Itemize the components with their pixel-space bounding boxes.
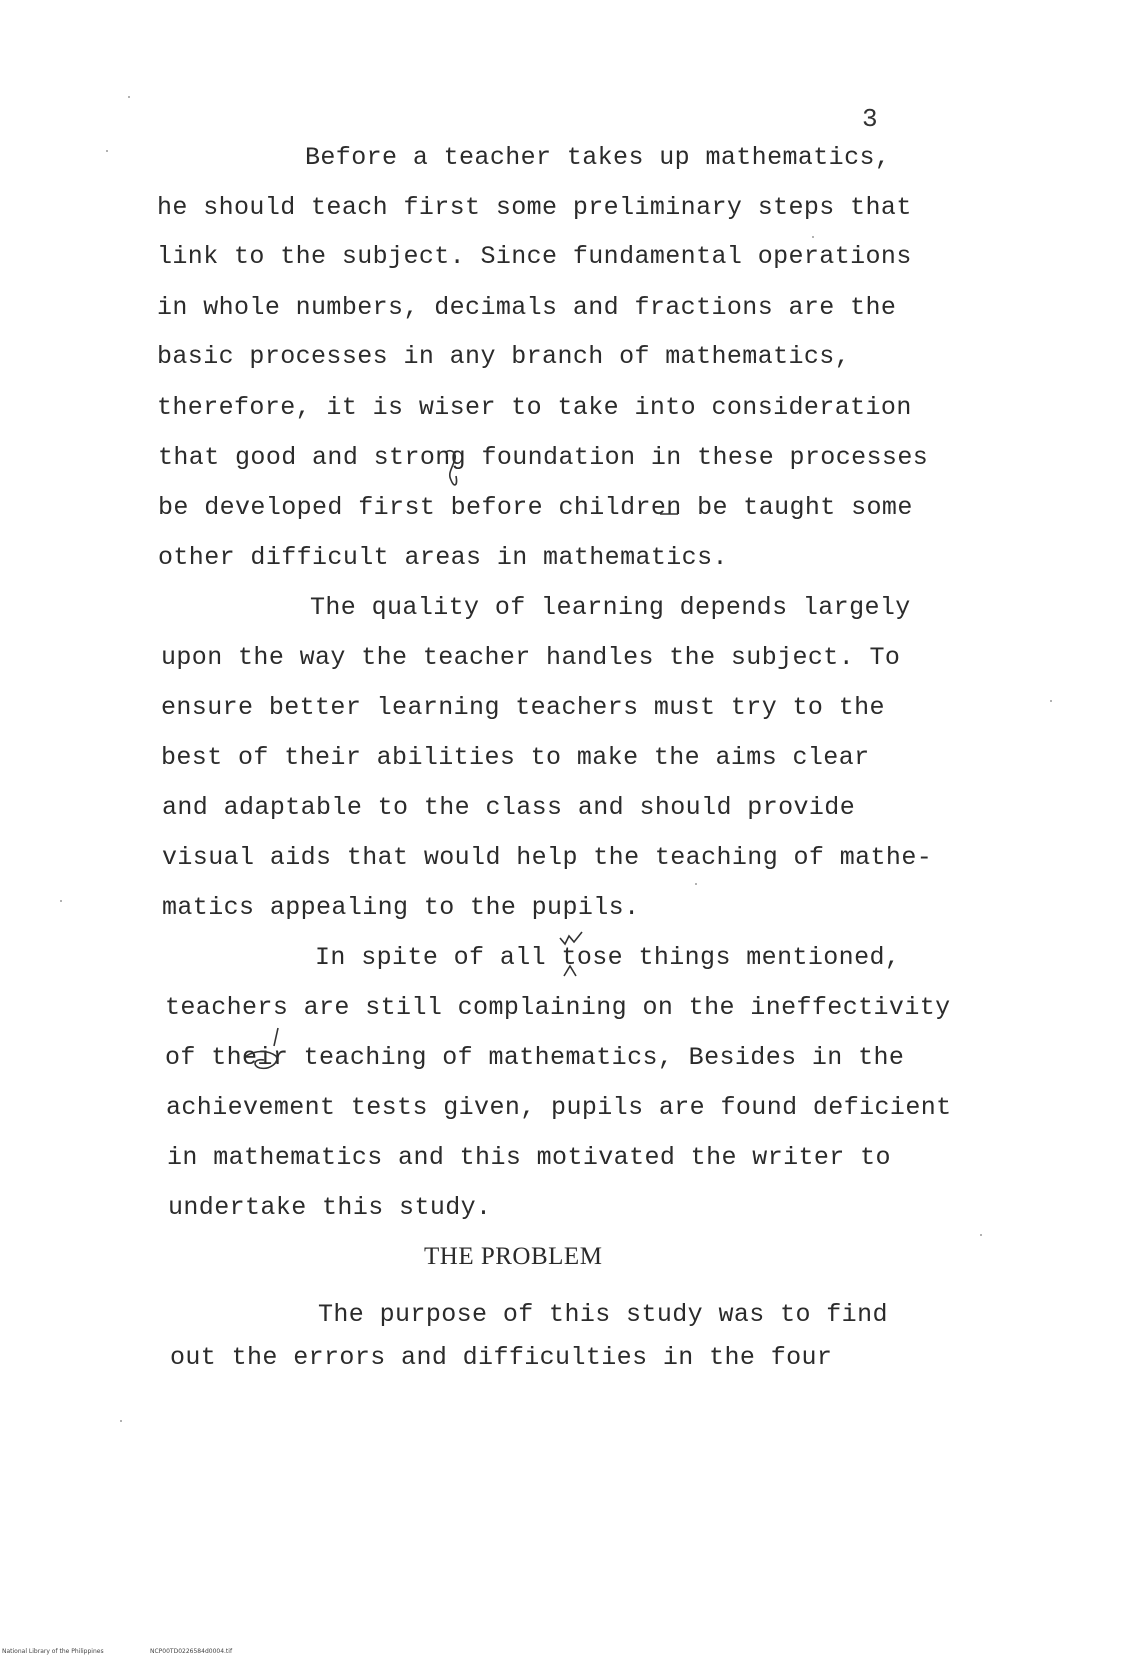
handwritten-correction-mark [240, 1026, 286, 1078]
handwritten-underscore-mark [658, 504, 680, 518]
text-line: In spite of all tose things mentioned, [315, 943, 901, 972]
text-line: in whole numbers, decimals and fractions are the [157, 293, 897, 322]
text-line: out the errors and difficulties in the four [170, 1343, 833, 1372]
scan-speck [128, 96, 130, 98]
text-line: visual aids that would help the teaching of mathe- [162, 843, 933, 872]
text-line: upon the way the teacher handles the subject. To [161, 643, 901, 672]
text-line: basic processes in any branch of mathematics, [157, 342, 851, 371]
handwritten-caret-mark [556, 930, 586, 978]
text-line: in mathematics and this motivated the writer to [167, 1143, 891, 1172]
text-line: The quality of learning depends largely [310, 593, 911, 622]
scan-speck [120, 1420, 122, 1422]
text-line: achievement tests given, pupils are found deficient [166, 1093, 952, 1122]
text-line: The purpose of this study was to find [318, 1300, 888, 1329]
section-heading: THE PROBLEM [424, 1243, 603, 1270]
scan-speck [695, 883, 697, 885]
text-line: best of their abilities to make the aims clear [161, 743, 870, 772]
scan-speck [106, 150, 108, 152]
text-line: teachers are still complaining on the ineffectivity [165, 993, 951, 1022]
text-line: matics appealing to the pupils. [162, 893, 640, 922]
text-line: of their teaching of mathematics, Besides in the [165, 1043, 905, 1072]
text-line: therefore, it is wiser to take into consideration [157, 393, 912, 422]
scan-speck [1050, 700, 1052, 702]
text-line: undertake this study. [168, 1193, 492, 1222]
text-line: link to the subject. Since fundamental operations [157, 242, 912, 271]
page-number: 3 [862, 104, 878, 134]
text-line: Before a teacher takes up mathematics, [305, 143, 891, 172]
footer-file-id: NCP00TD0226584d0004.tif [150, 1648, 233, 1655]
text-line: other difficult areas in mathematics. [158, 543, 728, 572]
footer-library: National Library of the Philippines [2, 1648, 104, 1655]
text-line: he should teach first some preliminary steps that [157, 193, 912, 222]
text-line: that good and strong foundation in these processes [158, 443, 929, 472]
text-line: and adaptable to the class and should provide [162, 793, 856, 822]
handwritten-correction-mark [442, 446, 464, 492]
scan-speck [812, 236, 814, 238]
scan-speck [980, 1234, 982, 1236]
text-line: be developed first before children be taught some [158, 493, 913, 522]
scan-speck [60, 900, 62, 902]
text-line: ensure better learning teachers must try to the [161, 693, 885, 722]
